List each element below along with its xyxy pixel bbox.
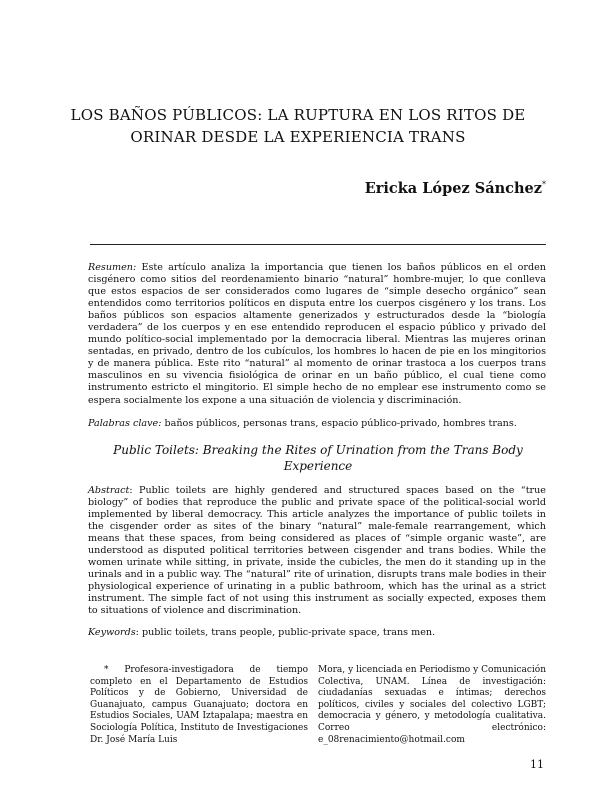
footnote-right-column: Mora, y licenciada en Periodismo y Comunicación Colectiva, UNAM. Línea de investigación: ciudadanías sexuadas e íntimas; derechos políticos, civiles y sociales del colectivo LGBT; democracia y género, y metodología cualitativa. Correo electrónico: e_08renacimiento@hotmail.com	[318, 665, 546, 745]
keywords-spanish-label: Palabras clave:	[88, 418, 162, 429]
article-title-line-2: ORINAR DESDE LA EXPERIENCIA TRANS	[130, 128, 466, 146]
keywords-english-text: : public toilets, trans people, public-private space, trans men.	[135, 627, 436, 638]
section-divider	[90, 244, 546, 245]
page-number: 11	[530, 758, 544, 771]
author-byline	[365, 180, 546, 197]
english-title: Public Toilets: Breaking the Rites of Urination from the Trans Body Experience	[113, 443, 523, 473]
footnote-left-column: * Profesora-investigadora de tiempo completo en el Departamento de Estudios Políticos y de Gobierno, Universidad de Guanajuato, campus Guanajuato; doctora en Estudios Sociales, UAM Iztapalapa; maestra en Sociología Política, Instituto de Investigaciones Dr. José María Luis	[90, 665, 308, 745]
abstract-spanish	[88, 262, 546, 407]
keywords-english	[88, 627, 546, 639]
article-title-line-1: LOS BAÑOS PÚBLICOS: LA RUPTURA EN LOS RITOS DE	[70, 106, 526, 124]
author-name: Ericka López Sánchez	[364, 180, 542, 197]
keywords-spanish-text: baños públicos, personas trans, espacio público-privado, hombres trans.	[164, 418, 517, 429]
keywords-english-label: Keywords	[88, 627, 136, 638]
abstract-english-label: Abstract	[88, 485, 130, 496]
article-title	[60, 104, 536, 148]
author-footnote-marker: *	[542, 180, 546, 190]
abstract-spanish-label: Resumen:	[88, 262, 137, 273]
abstract-english	[88, 485, 546, 618]
abstract-english-text: : Public toilets are highly gendered and structured spaces based on the “true biology” of bodies that reproduce the public and private space of the political-social world implemented by liberal democracy. This article analyzes the importance of public toilets in the cisgender order as sites of the binary “natural” male-female rearrangement, which means that these spaces, from being considered as places of “simple organic waste”, are understood as disputed political territories between cisgender and trans bodies. While the women urinate while sitting, in private, inside the cubicles, the men do it standing up in the urinals and in a public way. The “natural” rite of urination, disrupts trans male bodies in their physiological experience of urinating in a public bathroom, which has the urinal as a strict instrument. The simple fact of not using this instrument as socially expected, exposes them to situations of violence and discrimination.	[88, 485, 546, 617]
abstract-spanish-text: Este artículo analiza la importancia que tienen los baños públicos en el orden cisgénero como sitios del reordenamiento binario “natural” hombre-mujer, lo que conlleva que estos espacios de ser considerados como lugares de “simple desecho orgánico” sean entendidos como territorios políticos en disputa entre los cuerpos cisgénero y los trans. Los baños públicos son espacios altamente generizados y estructurados desde la “biología verdadera” de los cuerpos y en ese entendido reproducen el espacio público y privado del mundo político-social implementado por la democracia liberal. Mientras las mujeres orinan sentadas, en privado, dentro de los cubículos, los hombres lo hacen de pie en los mingitorios y de manera pública. Este rito “natural” al momento de orinar trastoca a los cuerpos trans masculinos en su vivencia fisiológica de orinar en un baño público, el cual tiene como instrumento estricto el mingitorio. El simple hecho de no emplear ese instrumento como se espera socialmente los expone a una situación de violencia y discriminación.	[88, 262, 546, 406]
keywords-spanish	[88, 418, 546, 430]
